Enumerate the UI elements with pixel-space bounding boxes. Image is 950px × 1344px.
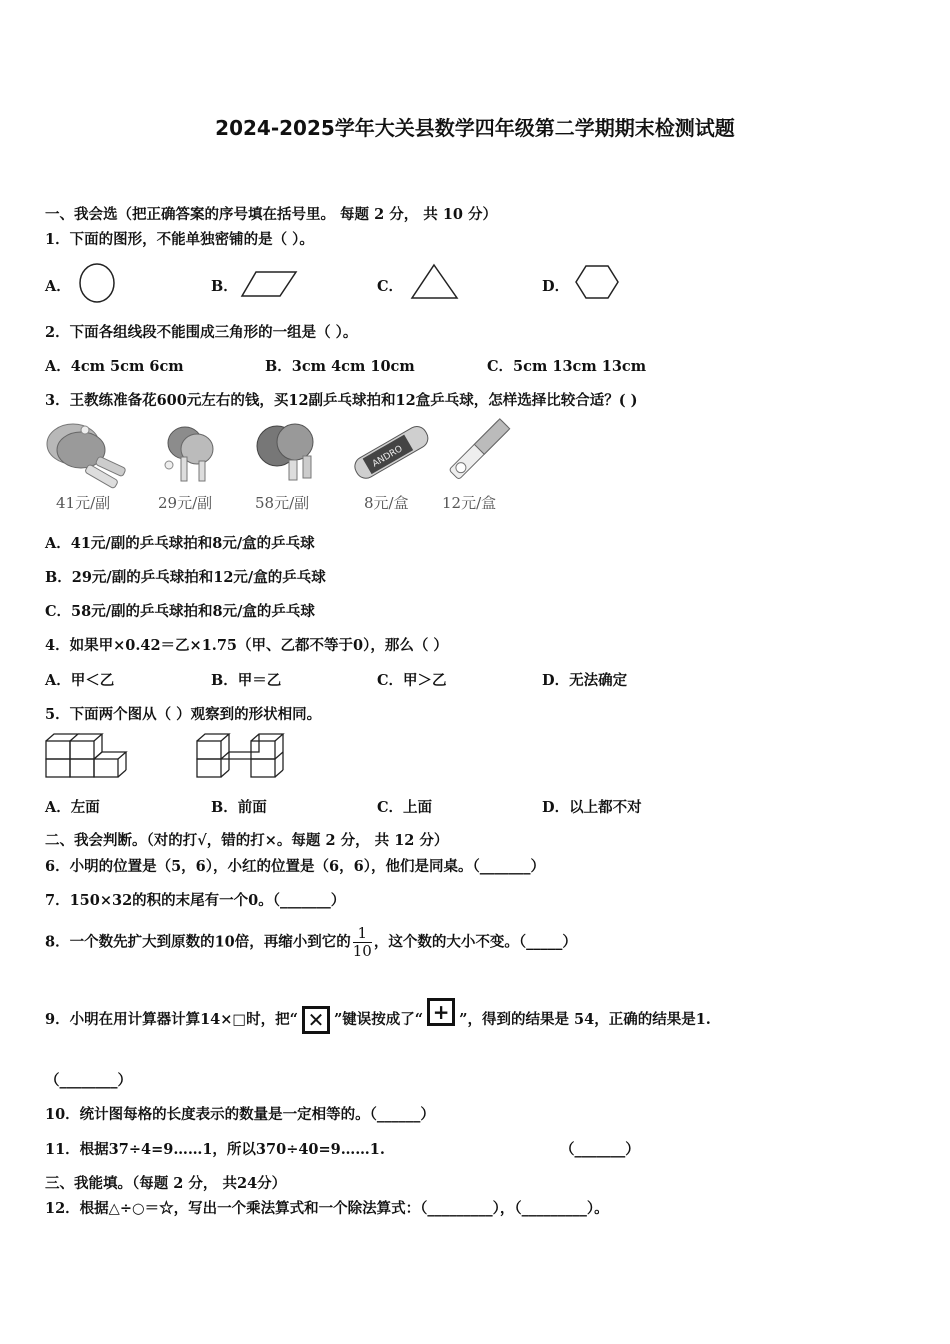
question-9 <box>45 1000 711 1034</box>
q4-option-b: B．甲＝乙 <box>211 672 282 689</box>
q9-text-part3: ”，得到的结果是 54，正确的结果是1. <box>459 1011 711 1028</box>
circle-shape-icon <box>78 262 116 304</box>
q8-text-before: 8．一个数先扩大到原数的10倍，再缩小到它的 <box>45 933 351 951</box>
question-4: 4．如果甲×0.42＝乙×1.75（甲、乙都不等于0），那么（ ） <box>45 637 448 654</box>
two-paddles-image <box>253 422 323 484</box>
question-1: 1．下面的图形，不能单独密铺的是（ ）。 <box>45 231 314 248</box>
q1-label-d: D． <box>542 278 570 295</box>
q2-option-b: B．3cm 4cm 10cm <box>265 358 415 375</box>
question-8 <box>45 925 577 960</box>
q4-option-d: D．无法确定 <box>542 672 628 689</box>
multiply-key-icon: ✕ <box>302 1006 330 1034</box>
q1-label-b: B． <box>211 278 238 295</box>
paddle-pair-image <box>45 420 135 485</box>
q9-text-part1: 9．小明在用计算器计算14×□时，把“ <box>45 1011 298 1028</box>
plus-key-icon: + <box>427 998 455 1026</box>
q5-option-a: A．左面 <box>45 799 100 816</box>
q3-option-c: C．58元/副的乒乓球拍和8元/盒的乒乓球 <box>45 603 315 620</box>
q5-option-d: D．以上都不对 <box>542 799 642 816</box>
page-title: 2024-2025学年大关县数学四年级第二学期期末检测试题 <box>215 116 735 140</box>
question-7: 7．150×32的积的末尾有一个0。（_______） <box>45 892 346 909</box>
q2-option-c: C．5cm 13cm 13cm <box>487 358 647 375</box>
price-caption: 8元/盒 <box>364 494 409 512</box>
ball-box-image <box>440 418 520 483</box>
q5-option-c: C．上面 <box>377 799 433 816</box>
q3-option-a: A．41元/副的乒乓球拍和8元/盒的乒乓球 <box>45 535 315 552</box>
price-caption: 41元/副 <box>56 494 111 512</box>
ball-tube-image <box>345 420 435 485</box>
question-10: 10．统计图每格的长度表示的数量是一定相等的。（______） <box>45 1106 435 1123</box>
cube-stack-figure-1 <box>44 731 128 779</box>
q1-label-c: C． <box>377 278 404 295</box>
question-6: 6．小明的位置是（5，6），小红的位置是（6，6），他们是同桌。（_______） <box>45 858 545 875</box>
question-5: 5．下面两个图从（ ）观察到的形状相同。 <box>45 706 322 723</box>
fraction-denominator: 10 <box>352 942 372 960</box>
q4-option-c: C．甲＞乙 <box>377 672 447 689</box>
fraction-numerator: 1 <box>353 925 372 943</box>
section-1-heading: 一、我会选（把正确答案的序号填在括号里。 每题 2 分， 共 10 分） <box>45 206 498 223</box>
section-2-heading: 二、我会判断。（对的打√，错的打×。每题 2 分， 共 12 分） <box>45 832 449 849</box>
question-11: 11．根据37÷4=9……1，所以370÷40=9……1. <box>45 1141 385 1158</box>
price-caption: 58元/副 <box>255 494 310 512</box>
hexagon-shape-icon <box>574 264 620 300</box>
q2-option-a: A．4cm 5cm 6cm <box>45 358 184 375</box>
question-12: 12．根据△÷○＝☆，写出一个乘法算式和一个除法算式：（_________），（_________）。 <box>45 1200 609 1217</box>
q5-option-b: B．前面 <box>211 799 267 816</box>
q1-label-a: A． <box>45 278 71 295</box>
parallelogram-shape-icon <box>240 270 300 298</box>
cube-stack-figure-2 <box>195 731 287 779</box>
section-3-heading: 三、我能填。（每题 2 分， 共24分） <box>45 1175 287 1192</box>
q4-option-a: A．甲＜乙 <box>45 672 115 689</box>
paddle-with-ball-image <box>155 425 225 485</box>
q8-text-after: ，这个数的大小不变。（_____） <box>373 933 577 951</box>
triangle-shape-icon <box>410 263 460 301</box>
price-caption: 29元/副 <box>158 494 213 512</box>
q9-text-part2: ”键误按成了“ <box>333 1011 424 1028</box>
question-2: 2．下面各组线段不能围成三角形的一组是（ ）。 <box>45 324 358 341</box>
q11-answer-blank: （_______） <box>560 1141 640 1158</box>
svg-text:ANDRO: ANDRO <box>370 444 405 470</box>
question-3: 3．王教练准备花600元左右的钱，买12副乒乓球拍和12盒乒乓球，怎样选择比较合适？( ) <box>45 392 638 409</box>
q9-answer-blank: （________） <box>45 1072 132 1089</box>
fraction <box>353 925 372 960</box>
q3-option-b: B．29元/副的乒乓球拍和12元/盒的乒乓球 <box>45 569 326 586</box>
price-caption: 12元/盒 <box>442 494 497 512</box>
